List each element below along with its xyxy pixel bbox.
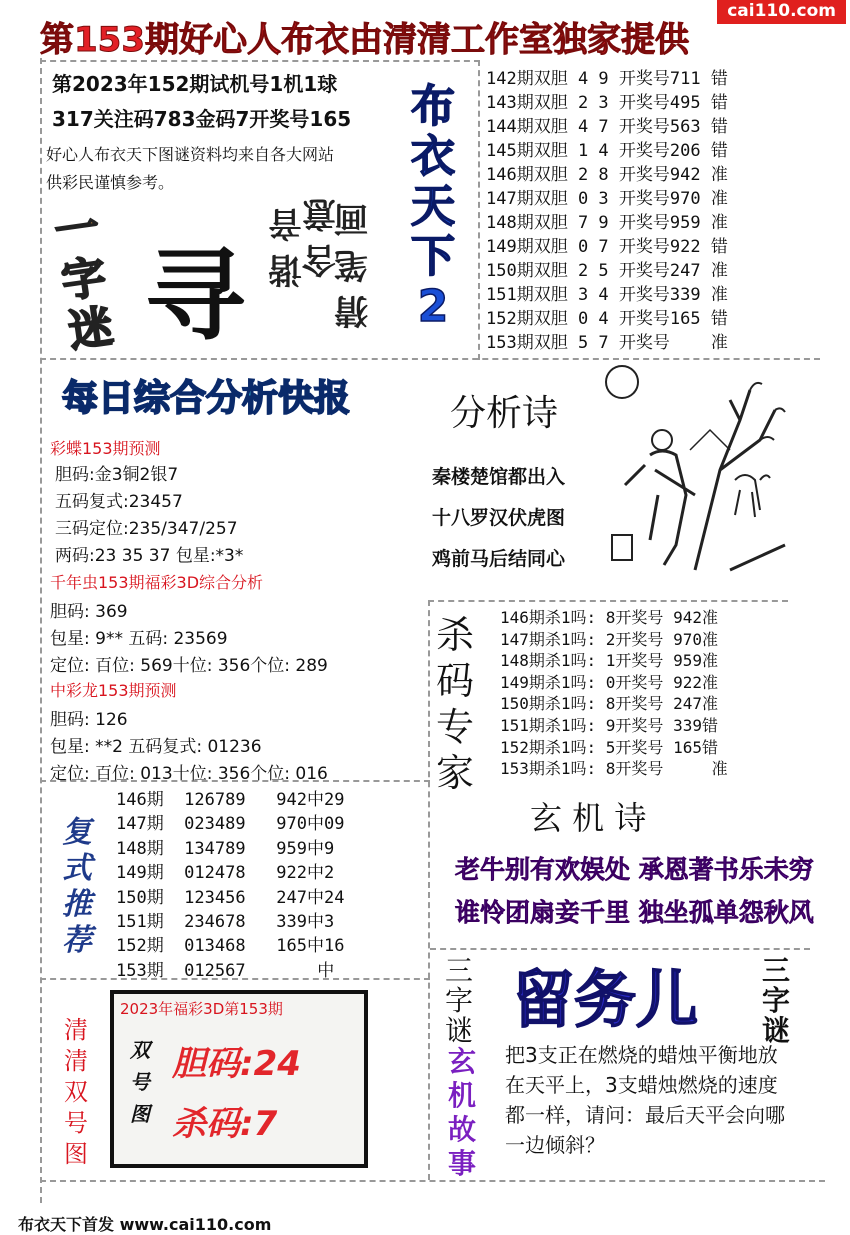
caidie-title: 彩蝶153期预测 <box>50 439 161 458</box>
poem-title: 分析诗 <box>450 393 559 434</box>
three-word-right: 三字谜 <box>762 954 791 1047</box>
kill-row: 149期杀1吗: 0开奖号 922准 <box>500 672 718 692</box>
history-row: 143期双胆 2 3 开奖号495 错 <box>486 93 728 113</box>
caidie-l2: 五码复式:23457 <box>55 492 183 512</box>
history-row: 144期双胆 4 7 开奖号563 错 <box>486 117 728 137</box>
brand-vertical: 布衣天下2 <box>411 81 455 332</box>
divider-bottom <box>40 1180 825 1182</box>
footer: 布衣天下首发 www.cai110.com <box>18 1215 272 1234</box>
kill-row: 151期杀1吗: 9开奖号 339错 <box>500 715 718 735</box>
fushi-label: 复式推荐 <box>62 815 92 958</box>
kill-row: 153期杀1吗: 8开奖号 准 <box>500 759 728 779</box>
history-row: 148期双胆 7 9 开奖号959 准 <box>486 213 728 233</box>
watermark: cai110.com <box>717 0 846 24</box>
poem-line-3: 鸡前马后结同心 <box>432 548 566 570</box>
history-row: 145期双胆 1 4 开奖号206 错 <box>486 141 728 161</box>
kill-list <box>500 607 728 780</box>
qingqing-box <box>110 990 368 1168</box>
riddle-col-1: 猜笔画 <box>334 198 368 330</box>
history-list <box>486 67 728 355</box>
monk-illustration <box>600 360 800 590</box>
caidie-l1: 胆码:金3铜2银7 <box>55 465 179 485</box>
zcl-l3: 定位: 百位: 013十位: 356个位: 016 <box>50 764 328 784</box>
history-row: 151期双胆 3 4 开奖号339 准 <box>486 285 728 305</box>
intro-line4: 供彩民谨慎参考。 <box>46 173 175 192</box>
history-row: 147期双胆 0 3 开奖号970 准 <box>486 189 728 209</box>
fushi-row: 151期 234678 339中3 <box>116 912 335 933</box>
fushi-row: 152期 013468 165中16 <box>116 936 345 957</box>
qingqing-header: 2023年福彩3D第153期 <box>120 1000 283 1018</box>
history-row: 146期双胆 2 8 开奖号942 准 <box>486 165 728 185</box>
three-word-center: 留务儿 <box>512 963 699 1036</box>
fushi-list <box>116 788 344 983</box>
xuanji-line-2: 谁怜团扇妾千里 独坐孤单怨秋风 <box>455 898 814 927</box>
xuanji-title: 玄 机 诗 <box>530 799 647 837</box>
daily-title: 每日综合分析快报 <box>62 378 351 419</box>
history-row: 153期双胆 5 7 开奖号 准 <box>486 333 728 353</box>
divider-kill <box>428 600 788 602</box>
qingqing-label: 清清双号图 <box>64 1016 88 1168</box>
divider-center2 <box>428 600 430 1180</box>
zcl-l2: 包星: **2 五码复式: 01236 <box>50 737 262 757</box>
left-border <box>40 58 42 1203</box>
poem-line-1: 秦楼楚馆都出入 <box>432 466 566 488</box>
kill-label: 杀码专家 <box>436 613 475 795</box>
history-row: 150期双胆 2 5 开奖号247 准 <box>486 261 728 281</box>
qingqing-dan: 胆码:24 <box>172 1044 301 1084</box>
riddle-big-char: 寻 <box>145 236 245 354</box>
page-title: 第153期好心人布衣由清清工作室独家提供 <box>40 20 689 60</box>
qnc-l2: 包星: 9** 五码: 23569 <box>50 629 228 649</box>
fushi-row: 147期 023489 970中09 <box>116 814 345 835</box>
qnc-title: 千年虫153期福彩3D综合分析 <box>50 573 264 592</box>
riddle-left-vertical: 一字迷 <box>51 201 117 358</box>
poem-line-2: 十八罗汉伏虎图 <box>432 507 566 529</box>
history-row: 149期双胆 0 7 开奖号922 错 <box>486 237 728 257</box>
divider-top <box>40 60 480 62</box>
riddle-col-2: 含意 <box>302 193 336 279</box>
qingqing-side: 双号图 <box>130 1038 150 1126</box>
story-label: 玄机故事 <box>448 1045 477 1180</box>
fushi-row: 149期 012478 922中2 <box>116 863 335 884</box>
history-row: 152期双胆 0 4 开奖号165 错 <box>486 309 728 329</box>
three-word-left: 三字谜 <box>445 954 474 1047</box>
fushi-row: 153期 012567 中 <box>116 960 335 981</box>
zcl-l1: 胆码: 126 <box>50 710 128 730</box>
history-row: 142期双胆 4 9 开奖号711 错 <box>486 69 728 89</box>
xuanji-line-1: 老牛别有欢娱处 承恩著书乐未穷 <box>455 855 814 884</box>
riddle-col-3: 谐音 <box>268 203 302 289</box>
story-text: 把3支正在燃烧的蜡烛平衡地放在天平上，3支蜡烛燃烧的速度都一样，请问：最后天平会向哪一边倾斜？ <box>505 1043 785 1157</box>
caidie-l3: 三码定位:235/347/257 <box>55 519 238 539</box>
fushi-row: 150期 123456 247中24 <box>116 887 345 908</box>
qingqing-sha: 杀码:7 <box>172 1104 278 1144</box>
kill-row: 147期杀1吗: 2开奖号 970准 <box>500 629 718 649</box>
qnc-l1: 胆码: 369 <box>50 602 128 622</box>
kill-row: 146期杀1吗: 8开奖号 942准 <box>500 608 718 627</box>
kill-row: 150期杀1吗: 8开奖号 247准 <box>500 694 718 714</box>
qnc-l3: 定位: 百位: 569十位: 356个位: 289 <box>50 656 328 676</box>
fushi-row: 148期 134789 959中9 <box>116 838 335 859</box>
zcl-title: 中彩龙153期预测 <box>50 681 177 700</box>
kill-row: 152期杀1吗: 5开奖号 165错 <box>500 737 718 757</box>
intro-line1: 第2023年152期试机号1机1球 <box>52 72 338 96</box>
caidie-l4: 两码:23 35 37 包星:*3* <box>55 546 244 566</box>
intro-line3: 好心人布衣天下图谜资料均来自各大网站 <box>46 145 335 164</box>
divider-center <box>478 60 480 360</box>
kill-row: 148期杀1吗: 1开奖号 959准 <box>500 651 718 671</box>
intro-line2: 317关注码783金码7开奖号165 <box>52 107 352 131</box>
fushi-row: 146期 126789 942中29 <box>116 790 345 810</box>
